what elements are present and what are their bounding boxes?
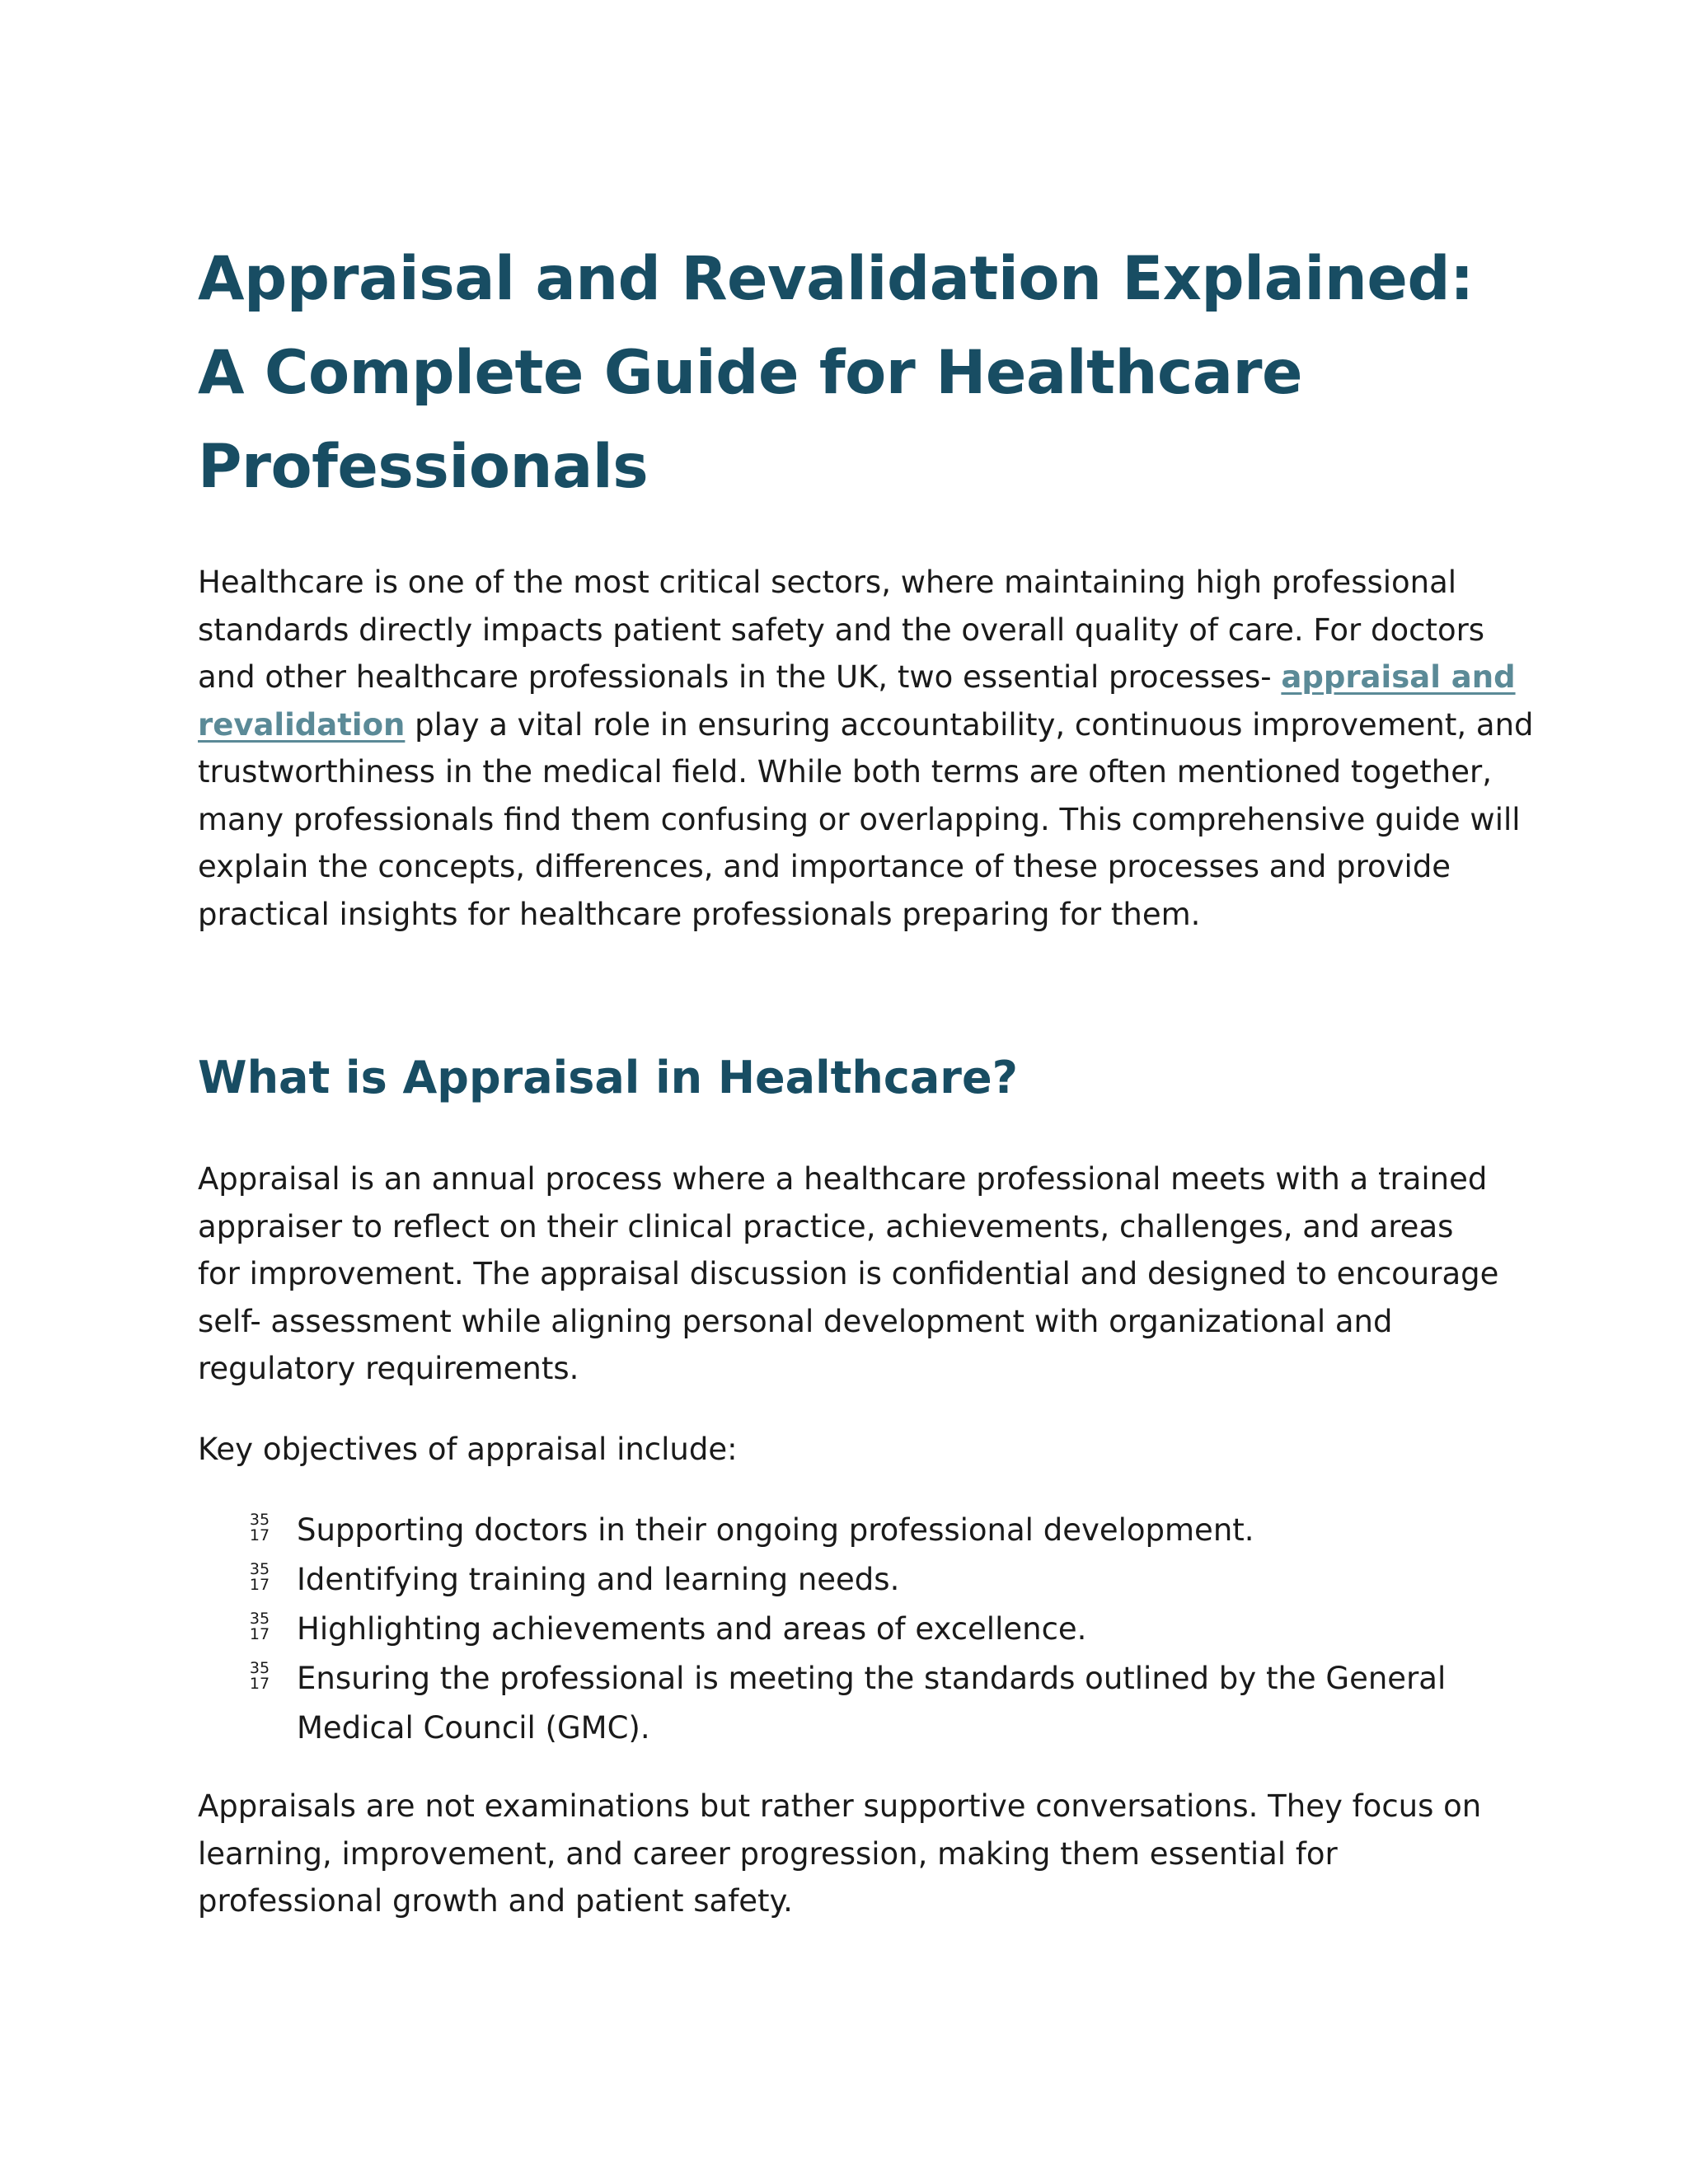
title-line: Professionals [198, 432, 649, 502]
intro-text: play a vital role in ensuring accountability, continuous improvement, and [405, 706, 1534, 743]
title-line: A Complete Guide for Healthcare [198, 338, 1303, 408]
list-item-text: Medical Council (GMC). [297, 1710, 650, 1746]
list-item-text: Identifying training and learning needs. [297, 1562, 900, 1597]
list-item [198, 1654, 1484, 1753]
bullet-glyph-icon: 35 17 [249, 1610, 270, 1643]
list-item-text: Highlighting achievements and areas of excellence. [297, 1611, 1087, 1647]
list-item-text: Ensuring the professional is meeting the standards outlined by the General [297, 1661, 1447, 1696]
paragraph-line: professional growth and patient safety. [198, 1883, 793, 1919]
intro-text: and other healthcare professionals in the UK, two essential processes- [198, 659, 1282, 695]
objectives-list [198, 1506, 1484, 1753]
document-content [198, 232, 1534, 1925]
list-item [198, 1605, 1484, 1654]
intro-line: Healthcare is one of the most critical sectors, where maintaining high professional [198, 565, 1457, 600]
objectives-intro: Key objectives of appraisal include: [198, 1431, 738, 1467]
paragraph-line: self- assessment while aligning personal development with organizational and [198, 1303, 1393, 1339]
intro-line: many professionals find them confusing or overlapping. This comprehensive guide will [198, 801, 1521, 837]
page-title [198, 232, 1484, 514]
bullet-glyph-icon: 35 17 [249, 1511, 270, 1544]
paragraph-line: regulatory requirements. [198, 1351, 579, 1386]
closing-paragraph [198, 1783, 1484, 1925]
paragraph-line: for improvement. The appraisal discussion is confidential and designed to encourage [198, 1256, 1499, 1291]
title-line: Appraisal and Revalidation Explained: [198, 244, 1474, 314]
paragraph-line: appraiser to reflect on their clinical practice, achievements, challenges, and areas [198, 1208, 1454, 1244]
list-item-text: Supporting doctors in their ongoing professional development. [297, 1512, 1254, 1548]
appraisal-revalidation-link[interactable]: appraisal and [1281, 659, 1516, 695]
paragraph-line: learning, improvement, and career progression, making them essential for [198, 1835, 1338, 1872]
paragraph-line: Appraisals are not examinations but rather supportive conversations. They focus on [198, 1788, 1482, 1824]
intro-line: trustworthiness in the medical field. While both terms are often mentioned together, [198, 754, 1492, 790]
intro-paragraph [198, 559, 1534, 938]
bullet-glyph-icon: 35 17 [249, 1560, 270, 1594]
intro-line: standards directly impacts patient safety and the overall quality of care. For doctors [198, 612, 1485, 648]
appraisal-revalidation-link-continued[interactable]: revalidation [198, 706, 406, 743]
intro-line: explain the concepts, differences, and importance of these processes and provide [198, 849, 1451, 884]
section-heading: What is Appraisal in Healthcare? [198, 1052, 1018, 1104]
appraisal-paragraph [198, 1155, 1499, 1393]
intro-line [198, 701, 1534, 749]
list-item [198, 1506, 1484, 1555]
bullet-glyph-icon: 35 17 [249, 1659, 270, 1693]
intro-line: practical insights for healthcare professionals preparing for them. [198, 896, 1201, 932]
list-item [198, 1555, 1484, 1605]
intro-line [198, 654, 1516, 701]
paragraph-line: Appraisal is an annual process where a healthcare professional meets with a trained [198, 1161, 1488, 1197]
